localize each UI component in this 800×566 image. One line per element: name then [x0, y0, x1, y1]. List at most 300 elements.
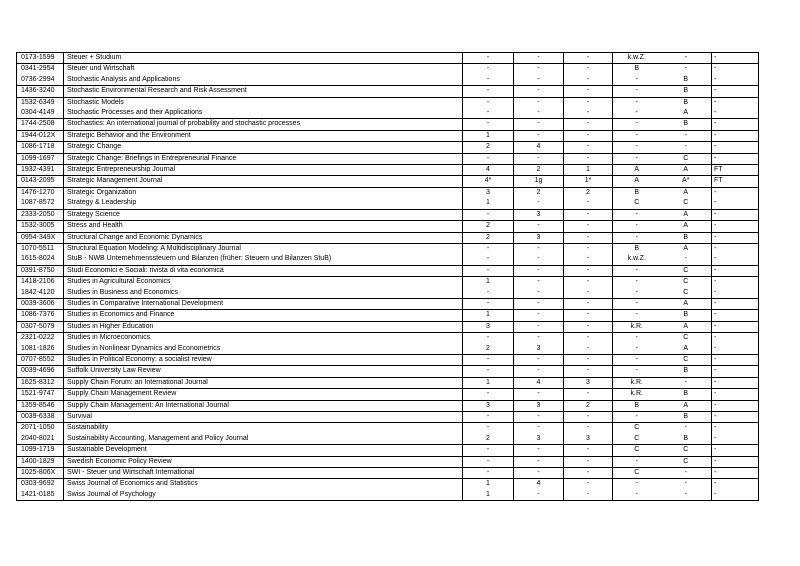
rating-cell-4: -	[613, 119, 661, 130]
issn-cell: 1087-8572	[17, 198, 64, 209]
journal-title-cell: Survival	[64, 412, 463, 423]
rating-cell-6: -	[712, 86, 759, 97]
table-row	[17, 298, 759, 309]
rating-cell-3: -	[564, 310, 613, 321]
rating-cell-1: -	[463, 288, 514, 299]
rating-cell-2: -	[514, 265, 564, 276]
rating-cell-4: C	[613, 198, 661, 209]
table-row	[17, 130, 759, 141]
rating-cell-4: -	[613, 456, 661, 467]
journal-title-cell: Strategic Behavior and the Environment	[64, 130, 463, 141]
rating-cell-4: B	[613, 400, 661, 411]
rating-cell-1: -	[463, 86, 514, 97]
rating-cell-6: -	[712, 119, 759, 130]
table-row	[17, 232, 759, 243]
journal-title-cell: Swedish Economic Policy Review	[64, 456, 463, 467]
issn-cell: 0307-5079	[17, 321, 64, 332]
journal-table-body	[17, 53, 759, 501]
rating-cell-4: -	[613, 265, 661, 276]
rating-cell-5: C	[661, 153, 712, 164]
table-row	[17, 97, 759, 108]
rating-cell-2: -	[514, 64, 564, 75]
rating-cell-1: 1	[463, 490, 514, 501]
rating-cell-4: -	[613, 75, 661, 86]
rating-cell-4: -	[613, 97, 661, 108]
rating-cell-1: -	[463, 456, 514, 467]
rating-cell-3: -	[564, 108, 613, 119]
rating-cell-1: 1	[463, 130, 514, 141]
rating-cell-2: 4	[514, 142, 564, 153]
table-row	[17, 187, 759, 198]
rating-cell-3: -	[564, 64, 613, 75]
rating-cell-6: -	[712, 75, 759, 86]
rating-cell-4: C	[613, 445, 661, 456]
rating-cell-5: B	[661, 434, 712, 445]
rating-cell-2: -	[514, 321, 564, 332]
rating-cell-6: -	[712, 277, 759, 288]
rating-cell-5: -	[661, 468, 712, 479]
rating-cell-6: -	[712, 310, 759, 321]
issn-cell: 1532-3005	[17, 221, 64, 232]
rating-cell-6: -	[712, 389, 759, 400]
issn-cell: 1521-9747	[17, 389, 64, 400]
rating-cell-6: -	[712, 243, 759, 254]
rating-cell-2: -	[514, 354, 564, 365]
rating-cell-3: -	[564, 153, 613, 164]
rating-cell-2: -	[514, 298, 564, 309]
rating-cell-6: -	[712, 232, 759, 243]
rating-cell-5: A	[661, 209, 712, 220]
rating-cell-5: C	[661, 445, 712, 456]
rating-cell-3: -	[564, 298, 613, 309]
rating-cell-4: k.R.	[613, 389, 661, 400]
journal-title-cell: Studies in Comparative International Development	[64, 298, 463, 309]
rating-cell-3: -	[564, 389, 613, 400]
rating-cell-2: -	[514, 445, 564, 456]
rating-cell-2: -	[514, 310, 564, 321]
table-row	[17, 108, 759, 119]
rating-cell-2: -	[514, 119, 564, 130]
rating-cell-2: -	[514, 75, 564, 86]
rating-cell-5: -	[661, 142, 712, 153]
journal-title-cell: Studi Economici e Sociali: rivista di vita economica	[64, 265, 463, 276]
journal-title-cell: Steuer und Wirtschaft	[64, 64, 463, 75]
rating-cell-4: -	[613, 130, 661, 141]
table-row	[17, 198, 759, 209]
table-row	[17, 377, 759, 388]
rating-cell-5: A*	[661, 176, 712, 187]
journal-title-cell: Strategic Change	[64, 142, 463, 153]
rating-cell-4: -	[613, 153, 661, 164]
rating-cell-1: -	[463, 75, 514, 86]
journal-title-cell: Studies in Agricultural Economics	[64, 277, 463, 288]
rating-cell-4: C	[613, 434, 661, 445]
rating-cell-5: A	[661, 344, 712, 355]
issn-cell: 1086-7376	[17, 310, 64, 321]
rating-cell-1: 1	[463, 377, 514, 388]
issn-cell: 1418-2106	[17, 277, 64, 288]
table-row	[17, 75, 759, 86]
rating-cell-1: 2	[463, 142, 514, 153]
rating-cell-6: -	[712, 153, 759, 164]
issn-cell: 0143-2095	[17, 176, 64, 187]
rating-cell-1: -	[463, 97, 514, 108]
rating-cell-5: B	[661, 412, 712, 423]
rating-cell-6: -	[712, 366, 759, 377]
rating-cell-6: -	[712, 333, 759, 344]
table-row	[17, 344, 759, 355]
rating-cell-1: 1	[463, 479, 514, 490]
rating-cell-2: 4	[514, 377, 564, 388]
rating-cell-2: -	[514, 153, 564, 164]
rating-cell-5: A	[661, 298, 712, 309]
rating-cell-4: C	[613, 423, 661, 434]
rating-cell-1: 1	[463, 277, 514, 288]
rating-cell-6: -	[712, 479, 759, 490]
rating-cell-5: -	[661, 254, 712, 265]
rating-cell-6: -	[712, 321, 759, 332]
table-row	[17, 142, 759, 153]
rating-cell-6: -	[712, 108, 759, 119]
rating-cell-4: -	[613, 277, 661, 288]
rating-cell-2: 4	[514, 479, 564, 490]
table-row	[17, 254, 759, 265]
rating-cell-3: -	[564, 445, 613, 456]
rating-cell-1: 3	[463, 187, 514, 198]
journal-title-cell: Structural Change and Economic Dynamics	[64, 232, 463, 243]
rating-cell-4: -	[613, 366, 661, 377]
issn-cell: 1421-0185	[17, 490, 64, 501]
rating-cell-4: -	[613, 86, 661, 97]
rating-cell-2: -	[514, 53, 564, 64]
journal-title-cell: Studies in Microeconomics	[64, 333, 463, 344]
rating-cell-4: k.R.	[613, 377, 661, 388]
rating-cell-5: B	[661, 366, 712, 377]
journal-title-cell: StuB - NWB Unternehmenssteuern und Bilanzen (früher: Steuern und Bilanzen StuB)	[64, 254, 463, 265]
issn-cell: 2333-2050	[17, 209, 64, 220]
issn-cell: 1842-4120	[17, 288, 64, 299]
rating-cell-6: -	[712, 354, 759, 365]
rating-cell-3: -	[564, 277, 613, 288]
rating-cell-1: -	[463, 64, 514, 75]
rating-cell-6: -	[712, 265, 759, 276]
issn-cell: 1532-6349	[17, 97, 64, 108]
rating-cell-3: -	[564, 344, 613, 355]
journal-title-cell: Structural Equation Modeling: A Multidisciplinary Journal	[64, 243, 463, 254]
rating-cell-5: A	[661, 321, 712, 332]
issn-cell: 1944-012X	[17, 130, 64, 141]
rating-cell-6: -	[712, 468, 759, 479]
issn-cell: 1099-1697	[17, 153, 64, 164]
rating-cell-1: -	[463, 445, 514, 456]
rating-cell-5: A	[661, 108, 712, 119]
rating-cell-2: -	[514, 198, 564, 209]
journal-title-cell: Studies in Higher Education	[64, 321, 463, 332]
rating-cell-1: 2	[463, 232, 514, 243]
rating-cell-2: -	[514, 277, 564, 288]
issn-cell: 0173-1599	[17, 53, 64, 64]
journal-title-cell: Swiss Journal of Economics and Statistics	[64, 479, 463, 490]
rating-cell-3: -	[564, 288, 613, 299]
rating-cell-3: -	[564, 456, 613, 467]
rating-cell-2: -	[514, 423, 564, 434]
rating-cell-3: 1	[564, 165, 613, 176]
rating-cell-1: 2	[463, 434, 514, 445]
rating-cell-3: 3	[564, 434, 613, 445]
rating-cell-3: -	[564, 366, 613, 377]
rating-cell-2: 2	[514, 187, 564, 198]
rating-cell-1: -	[463, 354, 514, 365]
rating-cell-5: C	[661, 288, 712, 299]
rating-cell-2: 3	[514, 209, 564, 220]
rating-cell-3: -	[564, 119, 613, 130]
rating-cell-2: -	[514, 389, 564, 400]
rating-cell-1: -	[463, 53, 514, 64]
rating-cell-1: -	[463, 108, 514, 119]
table-row	[17, 389, 759, 400]
rating-cell-4: -	[613, 310, 661, 321]
rating-cell-6: -	[712, 377, 759, 388]
rating-cell-2: -	[514, 456, 564, 467]
rating-cell-5: B	[661, 310, 712, 321]
table-row	[17, 53, 759, 64]
table-row	[17, 265, 759, 276]
rating-cell-3: -	[564, 130, 613, 141]
table-row	[17, 434, 759, 445]
rating-cell-2: 3	[514, 344, 564, 355]
journal-title-cell: Supply Chain Management Review	[64, 389, 463, 400]
journal-title-cell: Strategic Organization	[64, 187, 463, 198]
rating-cell-2: -	[514, 86, 564, 97]
journal-title-cell: Strategic Change: Briefings in Entrepreneurial Finance	[64, 153, 463, 164]
rating-cell-5: B	[683, 98, 689, 106]
journal-title-cell: Suffolk University Law Review	[64, 366, 463, 377]
rating-cell-4: -	[613, 108, 661, 119]
issn-cell: 1932-4391	[17, 165, 64, 176]
rating-cell-4: -	[613, 490, 661, 501]
rating-cell-4: -	[613, 288, 661, 299]
rating-cell-2: -	[514, 412, 564, 423]
rating-cell-3: -	[564, 53, 613, 64]
table-row	[17, 243, 759, 254]
rating-cell-5: A	[661, 165, 712, 176]
rating-cell-5: A	[661, 221, 712, 232]
rating-cell-2: -	[514, 254, 564, 265]
rating-cell-4: A	[613, 176, 661, 187]
rating-cell-3: -	[564, 265, 613, 276]
rating-cell-6: -	[712, 97, 759, 108]
rating-cell-6: FT	[712, 165, 759, 176]
rating-cell-3: -	[564, 209, 613, 220]
rating-cell-6: -	[712, 254, 759, 265]
rating-cell-3: 1*	[564, 176, 613, 187]
rating-cell-5: C	[661, 456, 712, 467]
rating-cell-1: -	[463, 265, 514, 276]
table-row	[17, 412, 759, 423]
rating-cell-1: -	[463, 389, 514, 400]
journal-title-cell: Sustainability Accounting, Management and Policy Journal	[64, 434, 463, 445]
table-row	[17, 479, 759, 490]
rating-cell-5: -	[684, 480, 687, 488]
rating-cell-2: -	[514, 130, 564, 141]
rating-cell-3: -	[564, 423, 613, 434]
rating-cell-3: 3	[564, 377, 613, 388]
rating-cell-4: k.R.	[613, 321, 661, 332]
rating-cell-4: -	[613, 333, 661, 344]
table-row	[17, 165, 759, 176]
issn-cell: 1625-8312	[17, 377, 64, 388]
journal-title-cell: Stochastic Processes and their Applications	[64, 108, 463, 119]
rating-cell-3: -	[564, 86, 613, 97]
rating-cell-1: 2	[463, 221, 514, 232]
journal-ranking-table	[16, 52, 759, 501]
rating-cell-3: -	[564, 490, 613, 501]
table-row	[17, 310, 759, 321]
rating-cell-6: -	[712, 400, 759, 411]
rating-cell-2: -	[514, 490, 564, 501]
rating-cell-3: -	[564, 479, 613, 490]
rating-cell-6: -	[712, 423, 759, 434]
table-row	[17, 490, 759, 501]
rating-cell-4: B	[613, 64, 661, 75]
rating-cell-6: -	[712, 53, 759, 64]
rating-cell-1: -	[463, 468, 514, 479]
rating-cell-6: -	[712, 445, 759, 456]
journal-title-cell: Studies in Political Economy: a socialist review	[64, 354, 463, 365]
issn-cell: 1476-1270	[17, 187, 64, 198]
issn-cell: 1086-1718	[17, 142, 64, 153]
rating-cell-4: k.w.Z.	[613, 53, 661, 64]
rating-cell-1: -	[463, 243, 514, 254]
rating-cell-2: 3	[514, 434, 564, 445]
rating-cell-2: -	[514, 333, 564, 344]
rating-cell-2: -	[514, 366, 564, 377]
rating-cell-2: -	[514, 468, 564, 479]
journal-title-cell: Stochastic Environmental Research and Risk Assessment	[64, 86, 463, 97]
rating-cell-5: B	[661, 232, 712, 243]
rating-cell-1: -	[463, 209, 514, 220]
rating-cell-1: -	[463, 119, 514, 130]
issn-cell: 0341-2954	[17, 64, 64, 75]
rating-cell-1: 1	[463, 198, 514, 209]
rating-cell-3: -	[564, 198, 613, 209]
issn-cell: 1400-1829	[17, 456, 64, 467]
rating-cell-1: -	[463, 366, 514, 377]
rating-cell-2: -	[514, 243, 564, 254]
journal-title-cell: Sustainable Development	[64, 445, 463, 456]
rating-cell-3: -	[564, 221, 613, 232]
rating-cell-6: -	[712, 187, 759, 198]
issn-cell: 1081-1826	[17, 344, 64, 355]
rating-cell-3: -	[564, 468, 613, 479]
issn-cell: 0391-8750	[17, 265, 64, 276]
table-row	[17, 209, 759, 220]
table-row	[17, 277, 759, 288]
rating-cell-6: -	[712, 456, 759, 467]
rating-cell-4: -	[613, 298, 661, 309]
rating-cell-6: -	[712, 344, 759, 355]
rating-cell-5: -	[661, 130, 712, 141]
rating-cell-5: -	[661, 377, 712, 388]
journal-title-cell: Supply Chain Forum: an International Journal	[64, 377, 463, 388]
table-row	[17, 400, 759, 411]
rating-cell-1: 2	[463, 344, 514, 355]
rating-cell-1: -	[463, 333, 514, 344]
rating-cell-4: -	[613, 354, 661, 365]
issn-cell: 1070-5511	[17, 243, 64, 254]
rating-cell-5: -	[684, 424, 687, 432]
rating-cell-6: FT	[712, 176, 759, 187]
rating-cell-6: -	[712, 288, 759, 299]
table-row	[17, 354, 759, 365]
table-row	[17, 64, 759, 75]
rating-cell-5: C	[661, 198, 712, 209]
rating-cell-1: -	[463, 412, 514, 423]
rating-cell-4: -	[613, 344, 661, 355]
rating-cell-6: -	[712, 298, 759, 309]
rating-cell-4: -	[613, 209, 661, 220]
table-row	[17, 321, 759, 332]
issn-cell: 0303-9692	[17, 479, 64, 490]
rating-cell-4: -	[613, 479, 661, 490]
issn-cell: 2321-0222	[17, 333, 64, 344]
rating-cell-1: -	[463, 298, 514, 309]
rating-cell-2: -	[514, 97, 564, 108]
rating-cell-6: -	[712, 412, 759, 423]
rating-cell-5: C	[683, 334, 689, 342]
rating-cell-3: -	[564, 354, 613, 365]
rating-cell-5: A	[683, 188, 689, 196]
rating-cell-5: -	[661, 490, 712, 501]
issn-cell: 1615-8024	[17, 254, 64, 265]
rating-cell-2: 3	[514, 232, 564, 243]
rating-cell-3: 2	[564, 400, 613, 411]
table-row	[17, 423, 759, 434]
rating-cell-2: 3	[514, 400, 564, 411]
issn-cell: 1436-3240	[17, 86, 64, 97]
table-row	[17, 221, 759, 232]
rating-cell-3: -	[564, 97, 613, 108]
rating-cell-5: B	[661, 119, 712, 130]
rating-cell-6: -	[712, 142, 759, 153]
rating-cell-6: -	[712, 434, 759, 445]
rating-cell-2: -	[514, 221, 564, 232]
table-row	[17, 468, 759, 479]
table-row	[17, 366, 759, 377]
rating-cell-3: -	[564, 412, 613, 423]
table-row	[17, 445, 759, 456]
table-row	[17, 86, 759, 97]
rating-cell-5: A	[661, 400, 712, 411]
rating-cell-1: -	[463, 254, 514, 265]
issn-cell: 0707-8552	[17, 354, 64, 365]
issn-cell: 2071-1050	[17, 423, 64, 434]
rating-cell-5: B	[661, 86, 712, 97]
rating-cell-3: -	[564, 321, 613, 332]
table-row	[17, 119, 759, 130]
table-row	[17, 288, 759, 299]
journal-title-cell: Stress and Health	[64, 221, 463, 232]
journal-title-cell: Stochastic Analysis and Applications	[64, 75, 463, 86]
issn-cell: 1744-2508	[17, 119, 64, 130]
rating-cell-5: C	[683, 278, 689, 286]
rating-cell-2: 1g	[514, 176, 564, 187]
table-row	[17, 456, 759, 467]
rating-cell-4: k.w.Z.	[613, 254, 661, 265]
rating-cell-5: -	[661, 53, 712, 64]
issn-cell: 0039-4696	[17, 366, 64, 377]
issn-cell: 0304-4149	[17, 108, 64, 119]
